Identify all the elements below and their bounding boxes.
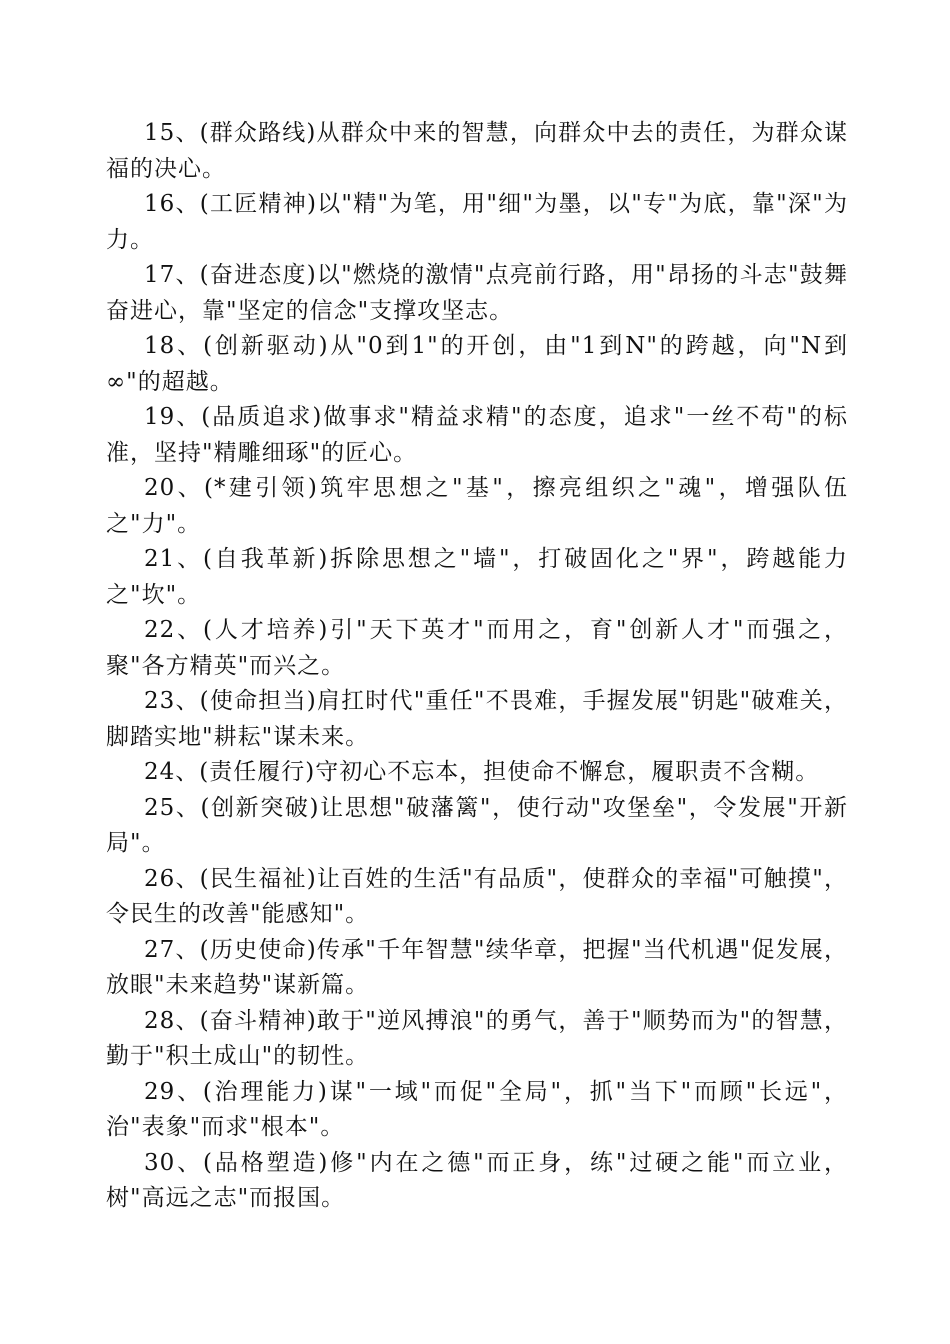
paragraph-29: 29、(治理能力)谋"一域"而促"全局"，抓"当下"而顾"长远"，治"表象"而求"根本"。 bbox=[106, 1078, 848, 1140]
paragraph-20: 20、(*建引领)筑牢思想之"基"，擦亮组织之"魂"，增强队伍之"力"。 bbox=[106, 475, 848, 537]
paragraph-15: 15、(群众路线)从群众中来的智慧，向群众中去的责任，为群众谋福的决心。 bbox=[106, 120, 848, 182]
paragraph-22: 22、(人才培养)引"天下英才"而用之，育"创新人才"而强之，聚"各方精英"而兴之。 bbox=[106, 617, 848, 679]
paragraph-28: 28、(奋斗精神)敢于"逆风搏浪"的勇气，善于"顺势而为"的智慧，勤于"积土成山"的韧性。 bbox=[106, 1007, 848, 1069]
paragraph-18: 18、(创新驱动)从"0到1"的开创，由"1到N"的跨越，向"N到∞"的超越。 bbox=[106, 333, 848, 395]
paragraph-17: 17、(奋进态度)以"燃烧的激情"点亮前行路，用"昂扬的斗志"鼓舞奋进心，靠"坚定的信念"支撑攻坚志。 bbox=[106, 262, 848, 324]
paragraph-30: 30、(品格塑造)修"内在之德"而正身，练"过硬之能"而立业，树"高远之志"而报国。 bbox=[106, 1149, 848, 1211]
paragraph-16: 16、(工匠精神)以"精"为笔，用"细"为墨，以"专"为底，靠"深"为力。 bbox=[106, 191, 848, 253]
paragraph-24: 24、(责任履行)守初心不忘本，担使命不懈怠，履职责不含糊。 bbox=[144, 759, 820, 785]
paragraph-27: 27、(历史使命)传承"千年智慧"续华章，把握"当代机遇"促发展，放眼"未来趋势"谋新篇。 bbox=[106, 936, 848, 998]
paragraph-26: 26、(民生福祉)让百姓的生活"有品质"，使群众的幸福"可触摸"，令民生的改善"能感知"。 bbox=[106, 865, 848, 927]
paragraph-21: 21、(自我革新)拆除思想之"墙"，打破固化之"界"，跨越能力之"坎"。 bbox=[106, 546, 848, 608]
paragraph-23: 23、(使命担当)肩扛时代"重任"不畏难，手握发展"钥匙"破难关，脚踏实地"耕耘"谋未来。 bbox=[106, 688, 848, 750]
paragraph-19: 19、(品质追求)做事求"精益求精"的态度，追求"一丝不苟"的标准，坚持"精雕细琢"的匠心。 bbox=[106, 404, 848, 466]
paragraph-25: 25、(创新突破)让思想"破藩篱"，使行动"攻堡垒"，令发展"开新局"。 bbox=[106, 794, 848, 856]
document-body bbox=[106, 116, 848, 1217]
